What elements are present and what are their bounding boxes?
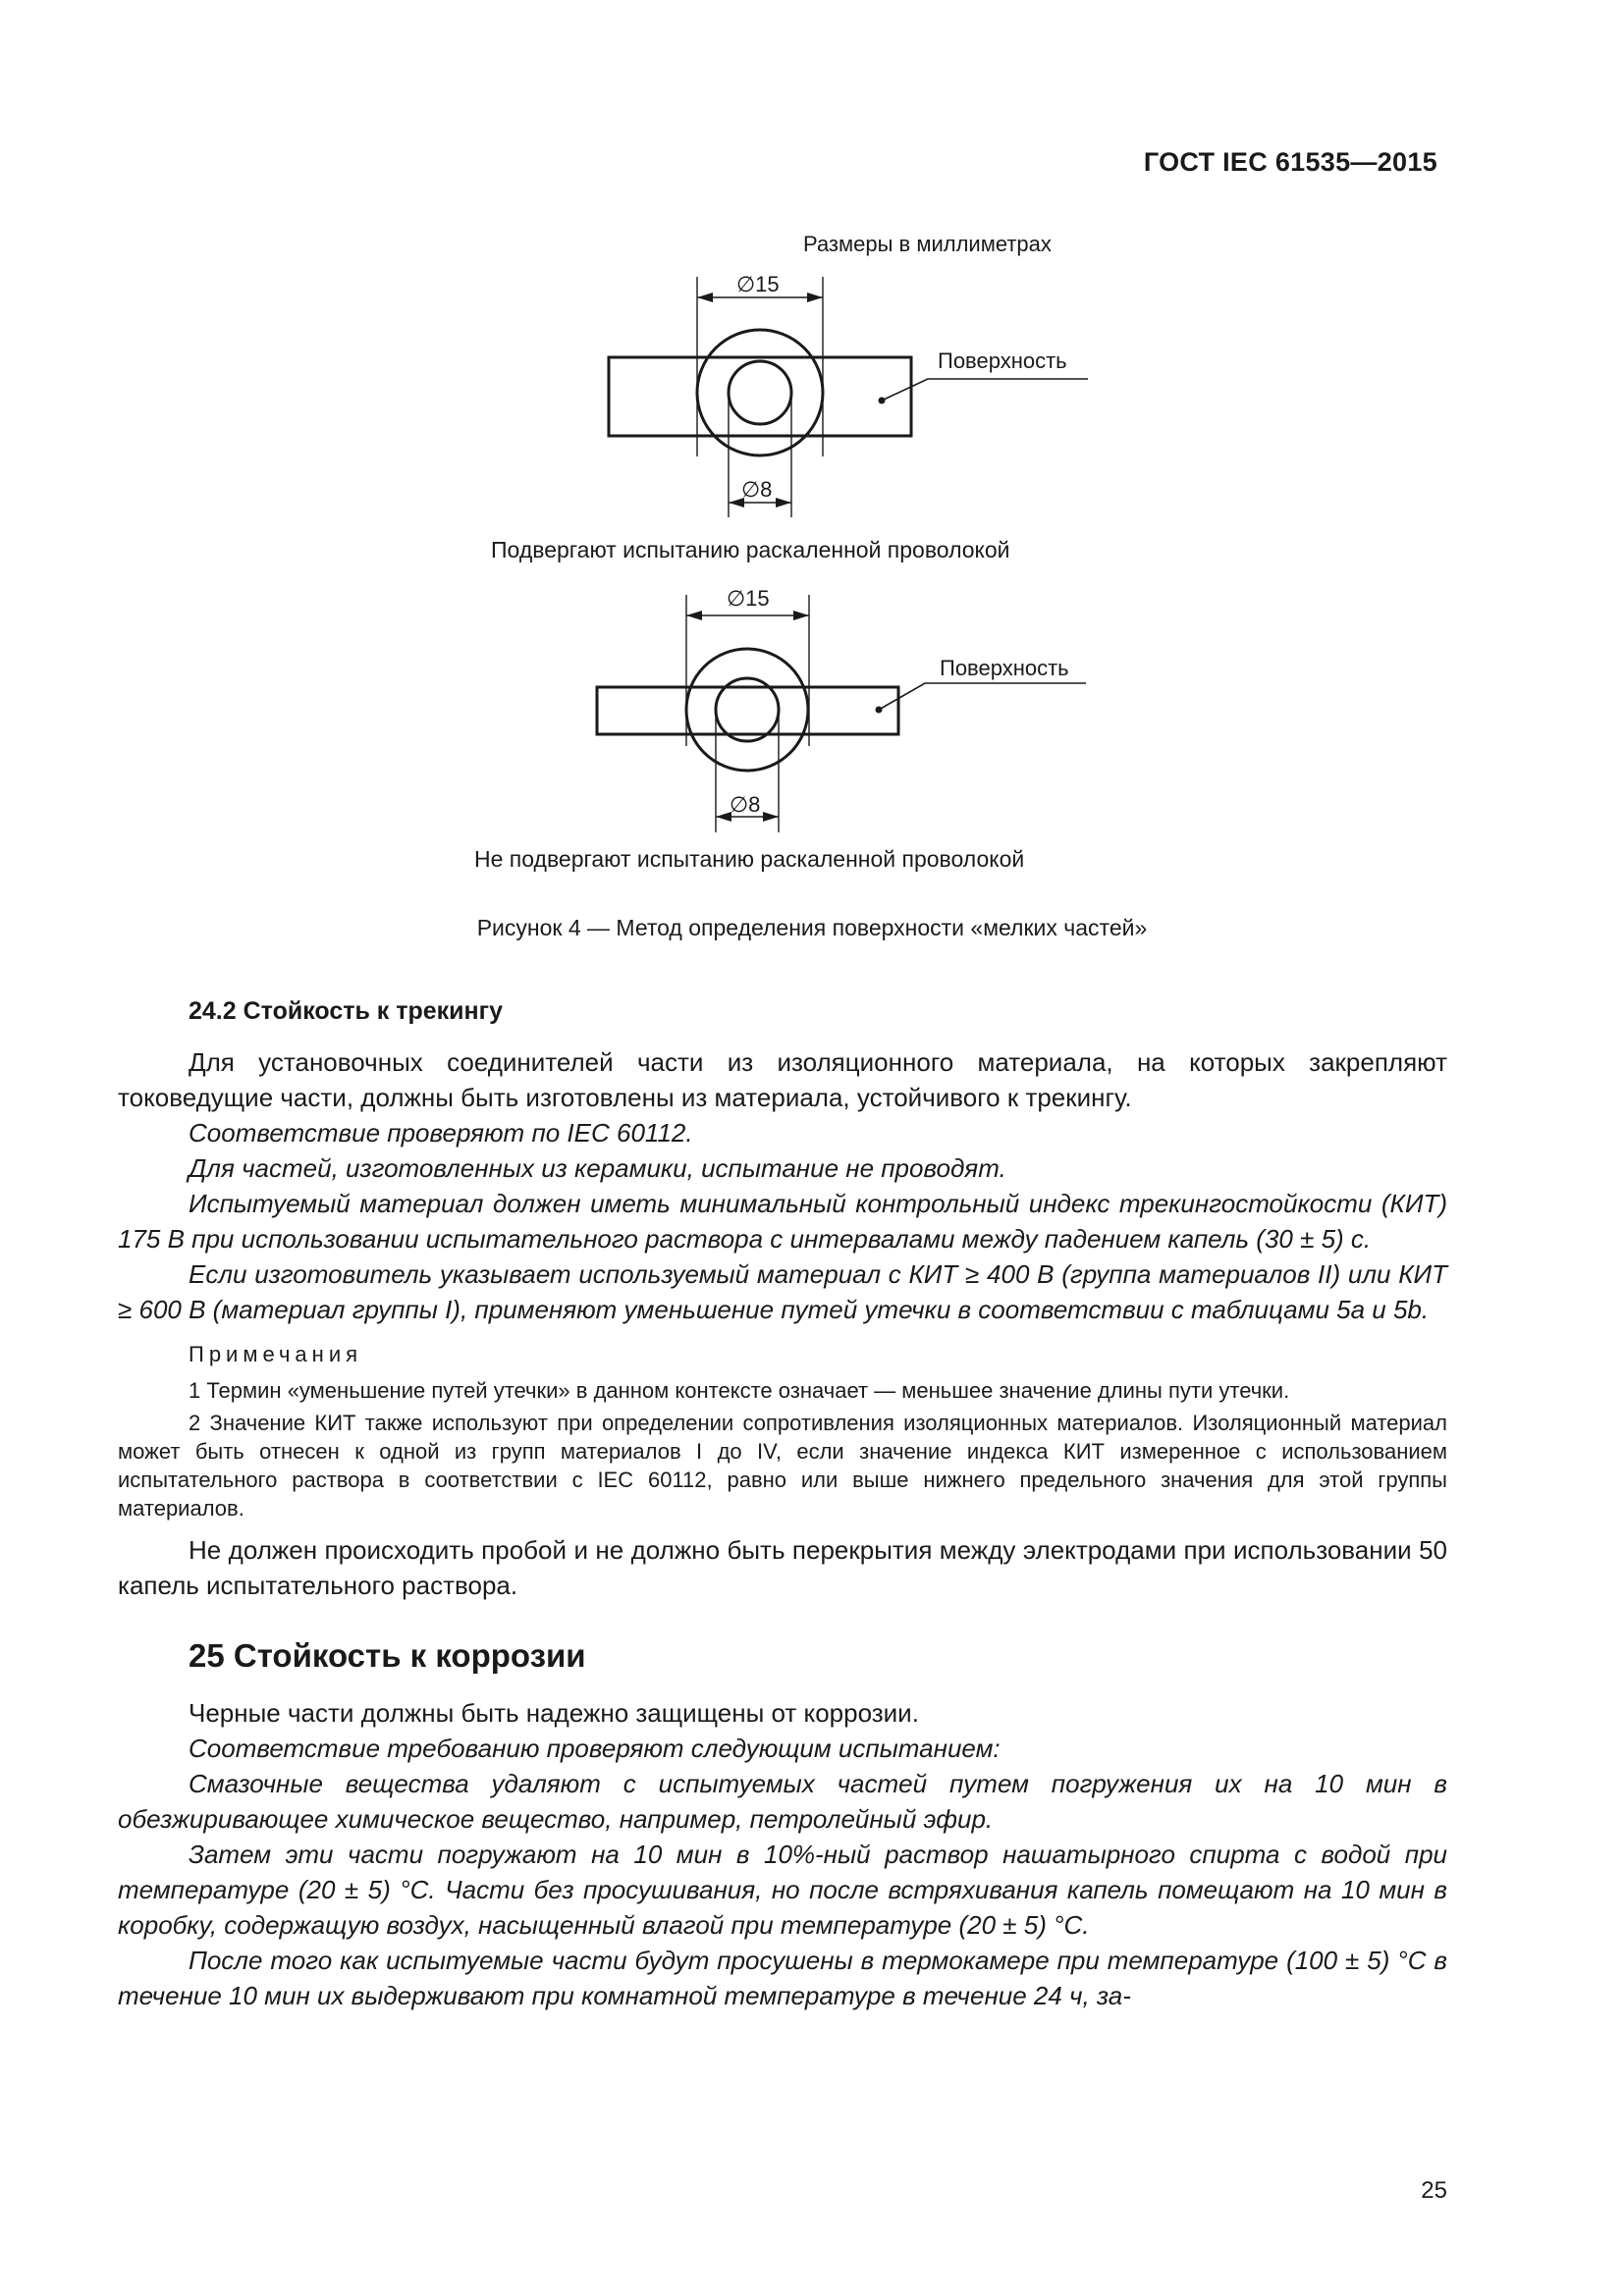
bottom-drawing [597, 595, 1086, 832]
bottom-inner-dia: ∅8 [730, 792, 761, 817]
top-drawing [609, 277, 1088, 517]
bottom-caption: Не подвергают испытанию раскаленной проволокой [474, 846, 1025, 872]
notes-title: Примечания [189, 1342, 363, 1366]
bottom-dim-arrow-left [686, 611, 702, 620]
section-24-2-heading: 24.2 Стойкость к трекингу [189, 997, 503, 1025]
s25-paragraph-5: После того как испытуемые части будут просушены в термокамере при температуре (100 ± 5) °С в течение 10 мин их выдерживают при комнатной температуре в течение 24 ч, за- [118, 1946, 1447, 2010]
s24-2-paragraph-4: Испытуемый материал должен иметь минимальный контрольный индекс трекингостойкости (КИТ) 175 В при использовании испытательного раствора с интервалами между падением капель (30 ± 5) с. [118, 1189, 1447, 1254]
top-inner-circle [729, 361, 791, 424]
s25-paragraph-1: Черные части должны быть надежно защищены от коррозии. [189, 1698, 919, 1728]
bottom-surface-label: Поверхность [940, 656, 1069, 680]
main-content [118, 993, 1447, 2013]
s24-2-paragraph-1: Для установочных соединителей части из изоляционного материала, на которых закрепляют токоведущие части, должны быть изготовлены из материала, устойчивого к трекингу. [118, 1047, 1447, 1112]
bottom-surface-rect [597, 687, 898, 734]
bottom-outer-circle [686, 649, 808, 771]
s24-2-paragraph-5: Если изготовитель указывает используемый материал с КИТ ≥ 400 В (группа материалов II) или КИТ ≥ 600 В (материал группы I), применяют уменьшение путей утечки в соответствии с таблицами 5a и 5b. [118, 1259, 1447, 1324]
s25-paragraph-3: Смазочные вещества удаляют с испытуемых частей путем погружения их на 10 мин в обезжиривающее химическое вещество, например, петролейный эфир. [118, 1769, 1447, 1834]
top-inner-dia: ∅8 [741, 477, 773, 502]
top-dim-arrow-left [697, 293, 713, 302]
top-dim8-arrow-right [776, 498, 791, 507]
top-caption: Подвергают испытанию раскаленной проволокой [491, 537, 1010, 562]
bottom-leader-dot [876, 707, 883, 714]
document-header: ГОСТ IEC 61535—2015 [1143, 147, 1437, 177]
note-2: 2 Значение КИТ также используют при определении сопротивления изоляционных материалов. Изоляционный материал может быть отнесен к одной из групп материалов I до IV, если значение индекса КИТ измеренное с использованием испытательного раствора в соответствии с IEC 60112, равно или выше нижнего предельного значения для этой группы материалов. [118, 1411, 1447, 1521]
bottom-outer-dia: ∅15 [727, 586, 770, 611]
s24-2-paragraph-3: Для частей, изготовленных из керамики, испытание не проводят. [189, 1153, 1006, 1183]
top-leader-dot [879, 398, 886, 404]
bottom-dim8-arrow-right [763, 812, 779, 822]
units-note: Размеры в миллиметрах [803, 232, 1052, 256]
top-outer-dia: ∅15 [736, 272, 780, 296]
s25-paragraph-4: Затем эти части погружают на 10 мин в 10%-ный раствор нашатырного спирта с водой при температуре (20 ± 5) °С. Части без просушивания, но после встряхивания капель помещают на 10 мин в коробку, содержащую воздух, насыщенный влагой при температуре (20 ± 5) °С. [118, 1840, 1447, 1940]
page-number: 25 [1421, 2177, 1447, 2204]
top-dim-arrow-right [807, 293, 823, 302]
s24-2-paragraph-2: Соответствие проверяют по IEC 60112. [189, 1118, 693, 1148]
top-surface-label: Поверхность [938, 348, 1067, 373]
section-25-heading: 25 Стойкость к коррозии [189, 1637, 586, 1674]
figure-4 [0, 0, 1624, 903]
figure-caption: Рисунок 4 — Метод определения поверхности «мелких частей» [476, 915, 1148, 940]
s24-2-paragraph-6: Не должен происходить пробой и не должно быть перекрытия между электродами при использовании 50 капель испытательного раствора. [118, 1535, 1447, 1600]
note-1: 1 Термин «уменьшение путей утечки» в данном контексте означает — меньшее значение длины пути утечки. [189, 1378, 1290, 1403]
bottom-dim-arrow-right [793, 611, 809, 620]
bottom-leader-line [879, 683, 1086, 710]
s25-paragraph-2: Соответствие требованию проверяют следующим испытанием: [189, 1734, 1001, 1763]
